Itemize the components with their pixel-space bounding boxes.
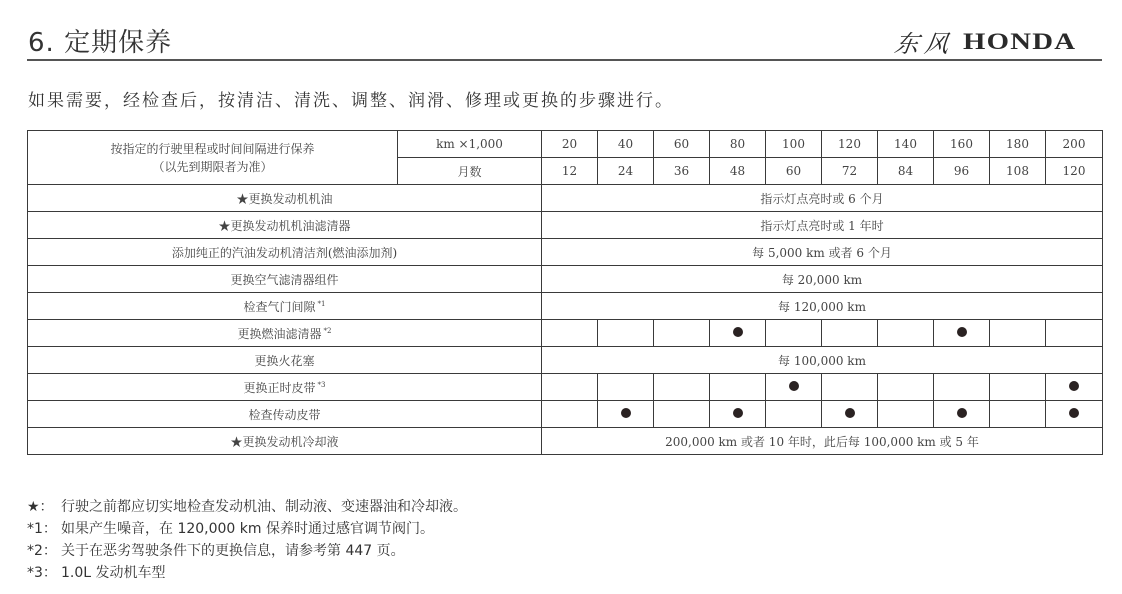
maintenance-item: 更换空气滤清器组件: [28, 266, 542, 293]
maintenance-item: 更换燃油滤清器 $^{*2}$: [28, 320, 542, 347]
maintenance-item: ★更换发动机机油滤清器: [28, 212, 542, 239]
footnote: [27, 518, 467, 540]
maintenance-item: 更换火花塞: [28, 347, 542, 374]
footnote-ref: *2: [323, 326, 332, 335]
table-row: [28, 239, 1103, 266]
footnote: [27, 540, 467, 562]
footnote-mark: ★：: [27, 499, 54, 515]
footnote-mark: *1：: [27, 521, 57, 537]
interval-cell: [1046, 401, 1103, 428]
month-value: 24: [598, 158, 654, 185]
interval-text: 每 120,000 km: [542, 293, 1103, 320]
interval-text: 每 100,000 km: [542, 347, 1103, 374]
table-row: [28, 293, 1103, 320]
logo-dongfeng: 东风: [892, 30, 957, 58]
interval-cell: [822, 374, 878, 401]
km-value: 180: [990, 131, 1046, 158]
km-value: 80: [710, 131, 766, 158]
month-value: 60: [766, 158, 822, 185]
table-row: [28, 428, 1103, 455]
interval-cell: [598, 374, 654, 401]
service-dot-icon: [957, 408, 967, 418]
table-row: [28, 347, 1103, 374]
logo-honda: HONDA: [963, 28, 1077, 54]
footnote-text: 关于在恶劣驾驶条件下的更换信息，请参考第 447 页。: [61, 543, 405, 559]
interval-cell: [542, 374, 598, 401]
km-value: 40: [598, 131, 654, 158]
maintenance-item: ★更换发动机冷却液: [28, 428, 542, 455]
service-dot-icon: [845, 408, 855, 418]
interval-text: 指示灯点亮时或 6 个月: [542, 185, 1103, 212]
service-dot-icon: [1069, 381, 1079, 391]
interval-cell: [1046, 374, 1103, 401]
brand-logo: [892, 24, 1077, 59]
service-dot-icon: [733, 327, 743, 337]
interval-cell: [766, 320, 822, 347]
km-value: 200: [1046, 131, 1103, 158]
maintenance-item: 添加纯正的汽油发动机清洁剂(燃油添加剂): [28, 239, 542, 266]
interval-text: 200,000 km 或者 10 年时，此后每 100,000 km 或 5 年: [542, 428, 1103, 455]
footnote-ref: *3: [317, 380, 326, 389]
interval-cell: [934, 401, 990, 428]
month-unit-label: 月数: [398, 158, 542, 185]
month-value: 108: [990, 158, 1046, 185]
interval-cell: [990, 374, 1046, 401]
interval-cell: [654, 320, 710, 347]
interval-cell: [878, 320, 934, 347]
service-dot-icon: [1069, 408, 1079, 418]
service-dot-icon: [789, 381, 799, 391]
interval-cell: [542, 401, 598, 428]
km-value: 140: [878, 131, 934, 158]
km-value: 120: [822, 131, 878, 158]
km-value: 100: [766, 131, 822, 158]
table-row: [28, 212, 1103, 239]
interval-cell: [654, 374, 710, 401]
maintenance-item: 更换正时皮带 $^{*3}$: [28, 374, 542, 401]
maintenance-item: 检查气门间隙 $^{*1}$: [28, 293, 542, 320]
footnote-text: 1.0L 发动机车型: [61, 565, 166, 581]
month-value: 48: [710, 158, 766, 185]
interval-cell: [598, 401, 654, 428]
interval-cell: [766, 401, 822, 428]
interval-cell: [1046, 320, 1103, 347]
interval-cell: [822, 320, 878, 347]
footnote-text: 行驶之前都应切实地检查发动机油、制动液、变速器油和冷却液。: [61, 499, 467, 515]
interval-cell: [766, 374, 822, 401]
maintenance-item: ★更换发动机机油: [28, 185, 542, 212]
interval-cell: [710, 320, 766, 347]
table-row: [28, 185, 1103, 212]
interval-cell: [822, 401, 878, 428]
month-value: 36: [654, 158, 710, 185]
interval-cell: [934, 374, 990, 401]
table-row: [28, 266, 1103, 293]
interval-cell: [934, 320, 990, 347]
header-row-km: [28, 131, 1103, 158]
interval-cell: [990, 401, 1046, 428]
month-value: 72: [822, 158, 878, 185]
intro-text: 如果需要，经检查后，按清洁、清洗、调整、润滑、修理或更换的步骤进行。: [28, 91, 674, 111]
footnote-mark: *2：: [27, 543, 57, 559]
maintenance-item: 检查传动皮带: [28, 401, 542, 428]
table-row: [28, 320, 1103, 347]
service-dot-icon: [621, 408, 631, 418]
interval-cell: [710, 401, 766, 428]
footnote-text: 如果产生噪音，在 120,000 km 保养时通过感官调节阀门。: [61, 521, 434, 537]
service-dot-icon: [733, 408, 743, 418]
interval-cell: [598, 320, 654, 347]
header-divider: [27, 59, 1102, 61]
maintenance-schedule-table: [27, 130, 1103, 455]
interval-cell: [990, 320, 1046, 347]
service-dot-icon: [957, 327, 967, 337]
interval-text: 指示灯点亮时或 1 年时: [542, 212, 1103, 239]
table-row: [28, 401, 1103, 428]
month-value: 96: [934, 158, 990, 185]
footnote-mark: *3：: [27, 565, 57, 581]
page-title: 6. 定期保养: [28, 28, 173, 58]
km-unit-label: km ×1,000: [398, 131, 542, 158]
table-row: [28, 374, 1103, 401]
month-value: 12: [542, 158, 598, 185]
interval-cell: [654, 401, 710, 428]
km-value: 20: [542, 131, 598, 158]
interval-cell: [542, 320, 598, 347]
interval-text: 每 20,000 km: [542, 266, 1103, 293]
footnote: [27, 496, 467, 518]
interval-cell: [878, 374, 934, 401]
month-value: 120: [1046, 158, 1103, 185]
interval-text: 每 5,000 km 或者 6 个月: [542, 239, 1103, 266]
km-value: 60: [654, 131, 710, 158]
footnote: [27, 562, 467, 584]
interval-cell: [710, 374, 766, 401]
month-value: 84: [878, 158, 934, 185]
km-value: 160: [934, 131, 990, 158]
footnote-ref: *1: [317, 299, 326, 308]
footnotes: [27, 496, 467, 584]
schedule-header-label: 按指定的行驶里程或时间间隔进行保养 （以先到期限者为准）: [28, 131, 398, 185]
interval-cell: [878, 401, 934, 428]
